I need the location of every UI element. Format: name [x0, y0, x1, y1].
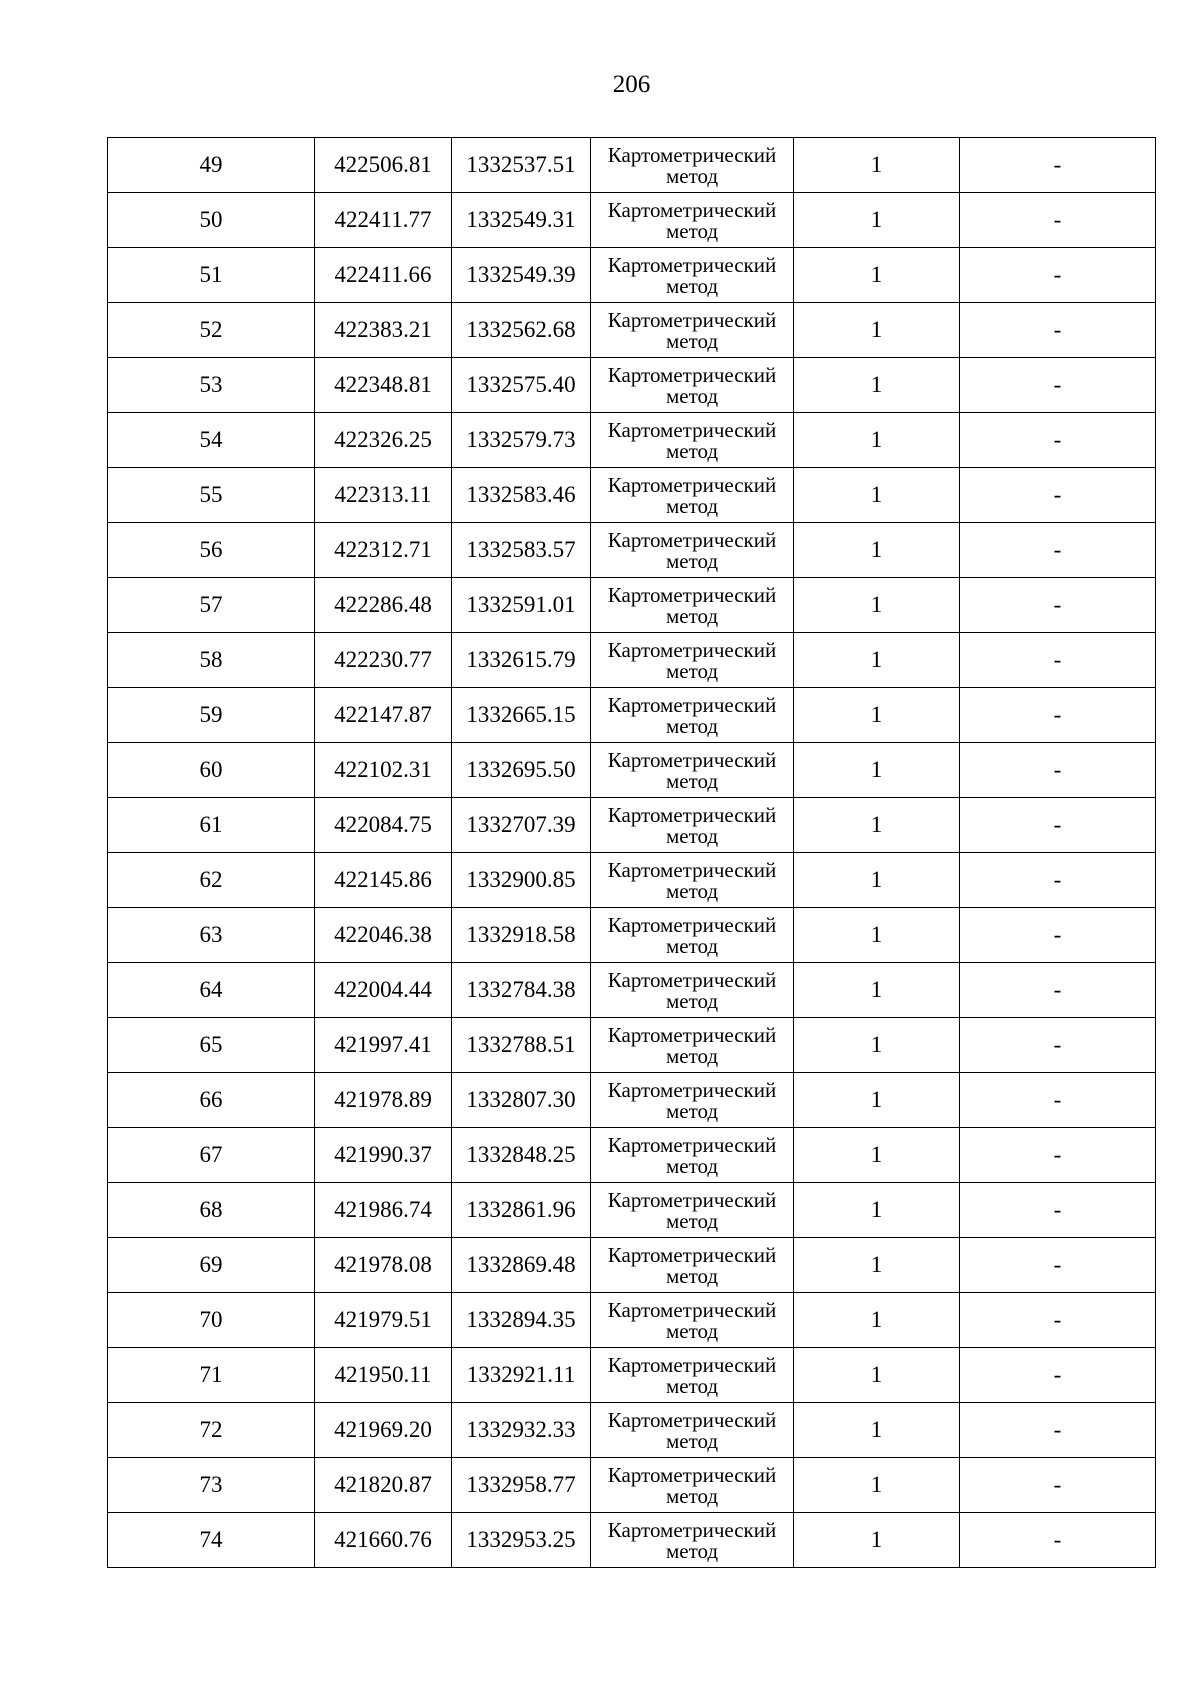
- method-cell: [591, 468, 794, 523]
- y-coordinate-cell: 1332784.38: [452, 963, 591, 1018]
- accuracy-cell: 1: [794, 1128, 960, 1183]
- method-text: Картометрический: [607, 858, 777, 882]
- y-coordinate-cell: 1332583.57: [452, 523, 591, 578]
- point-number-cell: 67: [108, 1128, 315, 1183]
- table-row: [108, 1403, 1156, 1458]
- x-coordinate-cell: 422286.48: [315, 578, 452, 633]
- method-cell: [591, 1348, 794, 1403]
- y-coordinate-cell: 1332958.77: [452, 1458, 591, 1513]
- method-text: Картометрический: [607, 1463, 777, 1487]
- method-text: Картометрический: [607, 198, 777, 222]
- x-coordinate-cell: 422230.77: [315, 633, 452, 688]
- x-coordinate-cell: 421950.11: [315, 1348, 452, 1403]
- x-coordinate-cell: 422313.11: [315, 468, 452, 523]
- note-cell: -: [960, 358, 1156, 413]
- x-coordinate-cell: 422084.75: [315, 798, 452, 853]
- y-coordinate-cell: 1332788.51: [452, 1018, 591, 1073]
- x-coordinate-cell: 422046.38: [315, 908, 452, 963]
- accuracy-cell: 1: [794, 633, 960, 688]
- x-coordinate-cell: 422102.31: [315, 743, 452, 798]
- table-row: [108, 523, 1156, 578]
- table-row: [108, 578, 1156, 633]
- accuracy-cell: 1: [794, 963, 960, 1018]
- method-text: метод: [665, 934, 719, 958]
- method-cell: [591, 908, 794, 963]
- point-number-cell: 71: [108, 1348, 315, 1403]
- y-coordinate-cell: 1332861.96: [452, 1183, 591, 1238]
- note-cell: -: [960, 1348, 1156, 1403]
- x-coordinate-cell: 421990.37: [315, 1128, 452, 1183]
- y-coordinate-cell: 1332549.31: [452, 193, 591, 248]
- method-text: метод: [665, 549, 719, 573]
- table-row: [108, 1513, 1156, 1568]
- accuracy-cell: 1: [794, 798, 960, 853]
- method-text: Картометрический: [607, 143, 777, 167]
- table-row: [108, 853, 1156, 908]
- note-cell: -: [960, 853, 1156, 908]
- y-coordinate-cell: 1332665.15: [452, 688, 591, 743]
- point-number-cell: 69: [108, 1238, 315, 1293]
- y-coordinate-cell: 1332695.50: [452, 743, 591, 798]
- method-cell: [591, 963, 794, 1018]
- note-cell: -: [960, 1073, 1156, 1128]
- x-coordinate-cell: 421820.87: [315, 1458, 452, 1513]
- table-body: [108, 138, 1156, 1568]
- accuracy-cell: 1: [794, 358, 960, 413]
- note-cell: -: [960, 303, 1156, 358]
- method-cell: [591, 1458, 794, 1513]
- note-cell: -: [960, 908, 1156, 963]
- point-number-cell: 59: [108, 688, 315, 743]
- accuracy-cell: 1: [794, 138, 960, 193]
- accuracy-cell: 1: [794, 688, 960, 743]
- accuracy-cell: 1: [794, 1293, 960, 1348]
- note-cell: -: [960, 1403, 1156, 1458]
- method-text: Картометрический: [607, 363, 777, 387]
- y-coordinate-cell: 1332537.51: [452, 138, 591, 193]
- accuracy-cell: 1: [794, 908, 960, 963]
- x-coordinate-cell: 422348.81: [315, 358, 452, 413]
- point-number-cell: 54: [108, 413, 315, 468]
- y-coordinate-cell: 1332869.48: [452, 1238, 591, 1293]
- method-cell: [591, 798, 794, 853]
- accuracy-cell: 1: [794, 468, 960, 523]
- y-coordinate-cell: 1332707.39: [452, 798, 591, 853]
- point-number-cell: 52: [108, 303, 315, 358]
- accuracy-cell: 1: [794, 303, 960, 358]
- method-cell: [591, 1073, 794, 1128]
- x-coordinate-cell: 422383.21: [315, 303, 452, 358]
- y-coordinate-cell: 1332583.46: [452, 468, 591, 523]
- method-text: метод: [665, 989, 719, 1013]
- method-text: метод: [665, 384, 719, 408]
- table-row: [108, 1348, 1156, 1403]
- table-row: [108, 1073, 1156, 1128]
- note-cell: -: [960, 1513, 1156, 1568]
- method-text: метод: [665, 219, 719, 243]
- note-cell: -: [960, 138, 1156, 193]
- point-number-cell: 74: [108, 1513, 315, 1568]
- y-coordinate-cell: 1332918.58: [452, 908, 591, 963]
- accuracy-cell: 1: [794, 1403, 960, 1458]
- method-text: метод: [665, 1209, 719, 1233]
- method-cell: [591, 1128, 794, 1183]
- table-row: [108, 193, 1156, 248]
- accuracy-cell: 1: [794, 853, 960, 908]
- accuracy-cell: 1: [794, 523, 960, 578]
- point-number-cell: 53: [108, 358, 315, 413]
- accuracy-cell: 1: [794, 1073, 960, 1128]
- method-text: Картометрический: [607, 1518, 777, 1542]
- method-text: метод: [665, 604, 719, 628]
- method-text: Картометрический: [607, 1133, 777, 1157]
- point-number-cell: 68: [108, 1183, 315, 1238]
- table-row: [108, 1238, 1156, 1293]
- table-row: [108, 413, 1156, 468]
- x-coordinate-cell: 422411.77: [315, 193, 452, 248]
- y-coordinate-cell: 1332591.01: [452, 578, 591, 633]
- x-coordinate-cell: 421978.89: [315, 1073, 452, 1128]
- accuracy-cell: 1: [794, 248, 960, 303]
- method-text: Картометрический: [607, 803, 777, 827]
- note-cell: -: [960, 1128, 1156, 1183]
- method-text: Картометрический: [607, 1408, 777, 1432]
- accuracy-cell: 1: [794, 1513, 960, 1568]
- table-row: [108, 138, 1156, 193]
- page-number: 206: [612, 71, 651, 98]
- table-row: [108, 633, 1156, 688]
- method-cell: [591, 1183, 794, 1238]
- y-coordinate-cell: 1332894.35: [452, 1293, 591, 1348]
- method-text: Картометрический: [607, 528, 777, 552]
- table-row: [108, 468, 1156, 523]
- table-row: [108, 248, 1156, 303]
- accuracy-cell: 1: [794, 1238, 960, 1293]
- method-text: метод: [665, 824, 719, 848]
- point-number-cell: 70: [108, 1293, 315, 1348]
- accuracy-cell: 1: [794, 1183, 960, 1238]
- y-coordinate-cell: 1332900.85: [452, 853, 591, 908]
- table-row: [108, 358, 1156, 413]
- method-text: Картометрический: [607, 583, 777, 607]
- table-row: [108, 798, 1156, 853]
- method-text: метод: [665, 714, 719, 738]
- method-cell: [591, 633, 794, 688]
- accuracy-cell: 1: [794, 578, 960, 633]
- method-cell: [591, 193, 794, 248]
- coordinates-table: [107, 137, 1156, 1568]
- method-text: метод: [665, 1429, 719, 1453]
- y-coordinate-cell: 1332575.40: [452, 358, 591, 413]
- accuracy-cell: 1: [794, 1458, 960, 1513]
- method-cell: [591, 1403, 794, 1458]
- method-text: метод: [665, 329, 719, 353]
- table-row: [108, 743, 1156, 798]
- method-text: метод: [665, 769, 719, 793]
- method-cell: [591, 1238, 794, 1293]
- point-number-cell: 63: [108, 908, 315, 963]
- table-row: [108, 1018, 1156, 1073]
- table-row: [108, 303, 1156, 358]
- method-text: Картометрический: [607, 418, 777, 442]
- method-cell: [591, 248, 794, 303]
- method-cell: [591, 1293, 794, 1348]
- x-coordinate-cell: 422411.66: [315, 248, 452, 303]
- x-coordinate-cell: 421660.76: [315, 1513, 452, 1568]
- method-text: Картометрический: [607, 1353, 777, 1377]
- note-cell: -: [960, 413, 1156, 468]
- y-coordinate-cell: 1332579.73: [452, 413, 591, 468]
- point-number-cell: 73: [108, 1458, 315, 1513]
- method-text: метод: [665, 1154, 719, 1178]
- table-row: [108, 908, 1156, 963]
- point-number-cell: 58: [108, 633, 315, 688]
- y-coordinate-cell: 1332921.11: [452, 1348, 591, 1403]
- point-number-cell: 49: [108, 138, 315, 193]
- method-text: Картометрический: [607, 253, 777, 277]
- point-number-cell: 72: [108, 1403, 315, 1458]
- y-coordinate-cell: 1332848.25: [452, 1128, 591, 1183]
- x-coordinate-cell: 422147.87: [315, 688, 452, 743]
- y-coordinate-cell: 1332953.25: [452, 1513, 591, 1568]
- method-text: Картометрический: [607, 1298, 777, 1322]
- method-text: метод: [665, 1374, 719, 1398]
- table-row: [108, 1128, 1156, 1183]
- note-cell: -: [960, 798, 1156, 853]
- method-cell: [591, 578, 794, 633]
- accuracy-cell: 1: [794, 1348, 960, 1403]
- note-cell: -: [960, 688, 1156, 743]
- point-number-cell: 64: [108, 963, 315, 1018]
- method-text: Картометрический: [607, 638, 777, 662]
- method-text: метод: [665, 879, 719, 903]
- x-coordinate-cell: 421979.51: [315, 1293, 452, 1348]
- accuracy-cell: 1: [794, 193, 960, 248]
- table-row: [108, 1293, 1156, 1348]
- method-text: Картометрический: [607, 693, 777, 717]
- note-cell: -: [960, 1018, 1156, 1073]
- x-coordinate-cell: 422312.71: [315, 523, 452, 578]
- point-number-cell: 56: [108, 523, 315, 578]
- y-coordinate-cell: 1332807.30: [452, 1073, 591, 1128]
- method-cell: [591, 1513, 794, 1568]
- x-coordinate-cell: 422506.81: [315, 138, 452, 193]
- method-text: метод: [665, 1539, 719, 1563]
- x-coordinate-cell: 422145.86: [315, 853, 452, 908]
- method-text: метод: [665, 1484, 719, 1508]
- method-cell: [591, 688, 794, 743]
- x-coordinate-cell: 422004.44: [315, 963, 452, 1018]
- method-text: Картометрический: [607, 1078, 777, 1102]
- table-row: [108, 1183, 1156, 1238]
- note-cell: -: [960, 248, 1156, 303]
- method-text: метод: [665, 1099, 719, 1123]
- note-cell: -: [960, 743, 1156, 798]
- point-number-cell: 65: [108, 1018, 315, 1073]
- note-cell: -: [960, 633, 1156, 688]
- y-coordinate-cell: 1332562.68: [452, 303, 591, 358]
- method-text: Картометрический: [607, 473, 777, 497]
- x-coordinate-cell: 421997.41: [315, 1018, 452, 1073]
- note-cell: -: [960, 468, 1156, 523]
- method-text: метод: [665, 274, 719, 298]
- method-text: метод: [665, 1044, 719, 1068]
- table-row: [108, 688, 1156, 743]
- method-cell: [591, 413, 794, 468]
- method-text: Картометрический: [607, 913, 777, 937]
- table-row: [108, 963, 1156, 1018]
- method-cell: [591, 743, 794, 798]
- note-cell: -: [960, 963, 1156, 1018]
- y-coordinate-cell: 1332932.33: [452, 1403, 591, 1458]
- x-coordinate-cell: 421969.20: [315, 1403, 452, 1458]
- method-text: метод: [665, 164, 719, 188]
- method-cell: [591, 523, 794, 578]
- note-cell: -: [960, 1293, 1156, 1348]
- y-coordinate-cell: 1332615.79: [452, 633, 591, 688]
- point-number-cell: 61: [108, 798, 315, 853]
- x-coordinate-cell: 421986.74: [315, 1183, 452, 1238]
- point-number-cell: 51: [108, 248, 315, 303]
- point-number-cell: 60: [108, 743, 315, 798]
- method-text: метод: [665, 659, 719, 683]
- point-number-cell: 55: [108, 468, 315, 523]
- note-cell: -: [960, 1458, 1156, 1513]
- method-cell: [591, 358, 794, 413]
- method-text: метод: [665, 1264, 719, 1288]
- method-text: Картометрический: [607, 308, 777, 332]
- method-cell: [591, 303, 794, 358]
- method-text: Картометрический: [607, 1023, 777, 1047]
- accuracy-cell: 1: [794, 1018, 960, 1073]
- note-cell: -: [960, 523, 1156, 578]
- x-coordinate-cell: 422326.25: [315, 413, 452, 468]
- table-row: [108, 1458, 1156, 1513]
- method-cell: [591, 138, 794, 193]
- method-text: Картометрический: [607, 1243, 777, 1267]
- method-cell: [591, 1018, 794, 1073]
- point-number-cell: 66: [108, 1073, 315, 1128]
- method-text: метод: [665, 494, 719, 518]
- method-text: Картометрический: [607, 968, 777, 992]
- method-text: метод: [665, 439, 719, 463]
- point-number-cell: 50: [108, 193, 315, 248]
- x-coordinate-cell: 421978.08: [315, 1238, 452, 1293]
- note-cell: -: [960, 1183, 1156, 1238]
- note-cell: -: [960, 193, 1156, 248]
- point-number-cell: 62: [108, 853, 315, 908]
- accuracy-cell: 1: [794, 743, 960, 798]
- method-cell: [591, 853, 794, 908]
- method-text: Картометрический: [607, 748, 777, 772]
- method-text: метод: [665, 1319, 719, 1343]
- method-text: Картометрический: [607, 1188, 777, 1212]
- y-coordinate-cell: 1332549.39: [452, 248, 591, 303]
- point-number-cell: 57: [108, 578, 315, 633]
- note-cell: -: [960, 578, 1156, 633]
- accuracy-cell: 1: [794, 413, 960, 468]
- note-cell: -: [960, 1238, 1156, 1293]
